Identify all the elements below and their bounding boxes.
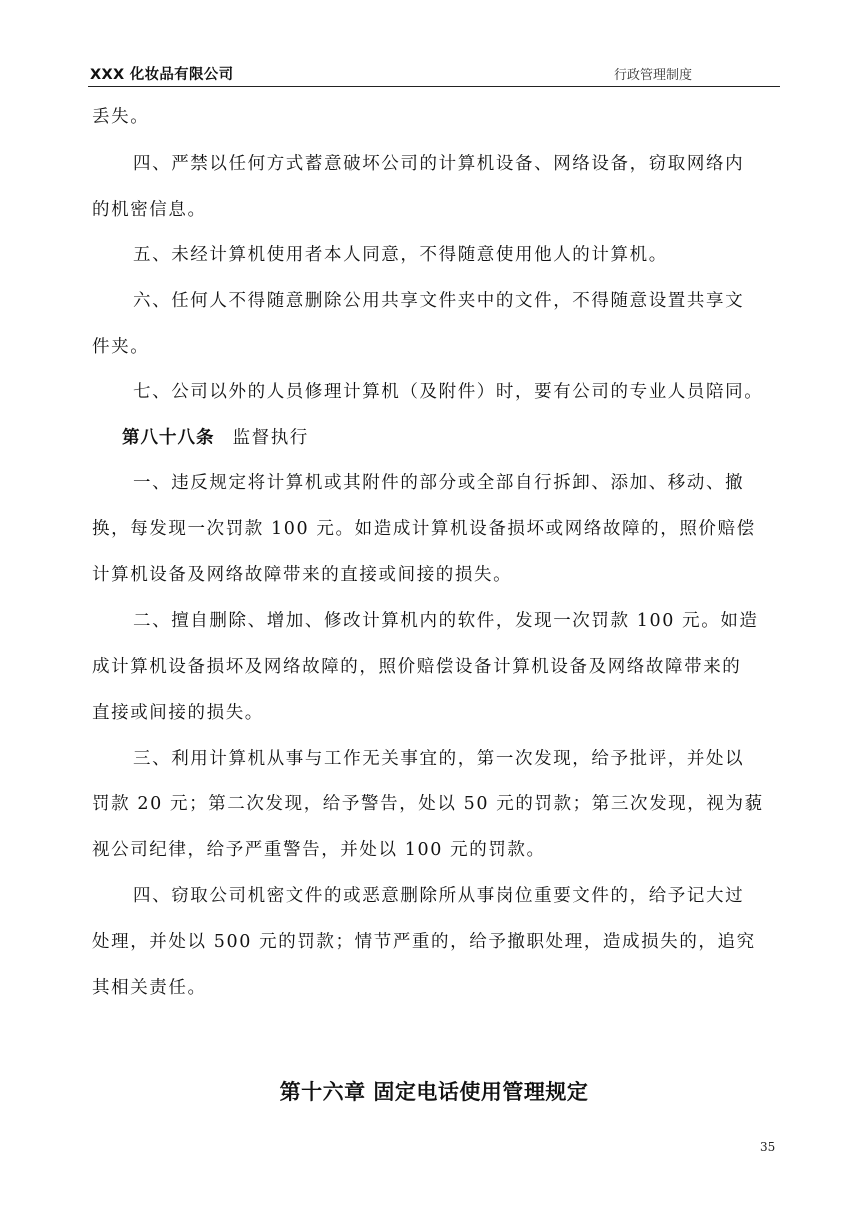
paragraph-line: 二、擅自删除、增加、修改计算机内的软件，发现一次罚款 100 元。如造 (133, 611, 759, 631)
page-number: 35 (760, 1140, 776, 1154)
paragraph-line: 七、公司以外的人员修理计算机（及附件）时，要有公司的专业人员陪同。 (133, 382, 764, 402)
header-divider (88, 86, 780, 87)
paragraph-line: 的机密信息。 (92, 200, 207, 220)
article-heading (122, 427, 309, 449)
article-number: 第八十八条 (122, 428, 215, 448)
paragraph-line: 四、窃取公司机密文件的或恶意删除所从事岗位重要文件的，给予记大过 (133, 886, 745, 906)
paragraph-line: 换，每发现一次罚款 100 元。如造成计算机设备损坏或网络故障的，照价赔偿 (92, 519, 756, 539)
chapter-title: 第十六章 固定电话使用管理规定 (279, 1080, 589, 1104)
article-name: 监督执行 (232, 428, 309, 448)
paragraph-line: 成计算机设备损坏及网络故障的，照价赔偿设备计算机设备及网络故障带来的 (92, 657, 742, 677)
paragraph-line: 罚款 20 元；第二次发现，给予警告，处以 50 元的罚款；第三次发现，视为藐 (92, 794, 764, 814)
paragraph-line: 一、违反规定将计算机或其附件的部分或全部自行拆卸、添加、移动、撤 (133, 473, 745, 493)
paragraph-line: 计算机设备及网络故障带来的直接或间接的损失。 (92, 565, 513, 585)
paragraph-line: 件夹。 (92, 337, 150, 357)
paragraph-line: 三、利用计算机从事与工作无关事宜的，第一次发现，给予批评，并处以 (133, 749, 745, 769)
paragraph-line: 五、未经计算机使用者本人同意，不得随意使用他人的计算机。 (133, 245, 668, 265)
header-document-title: 行政管理制度 (614, 68, 693, 83)
paragraph-line: 六、任何人不得随意删除公用共享文件夹中的文件，不得随意设置共享文 (133, 291, 745, 311)
paragraph-line: 处理，并处以 500 元的罚款；情节严重的，给予撤职处理，造成损失的，追究 (92, 932, 756, 952)
paragraph-line: 四、严禁以任何方式蓄意破坏公司的计算机设备、网络设备，窃取网络内 (133, 154, 745, 174)
header-company-name: XXX 化妆品有限公司 (90, 67, 234, 83)
paragraph-line: 丢失。 (92, 107, 150, 127)
paragraph-line: 直接或间接的损失。 (92, 703, 264, 723)
paragraph-line: 视公司纪律，给予严重警告，并处以 100 元的罚款。 (92, 840, 546, 860)
paragraph-line: 其相关责任。 (92, 978, 207, 998)
